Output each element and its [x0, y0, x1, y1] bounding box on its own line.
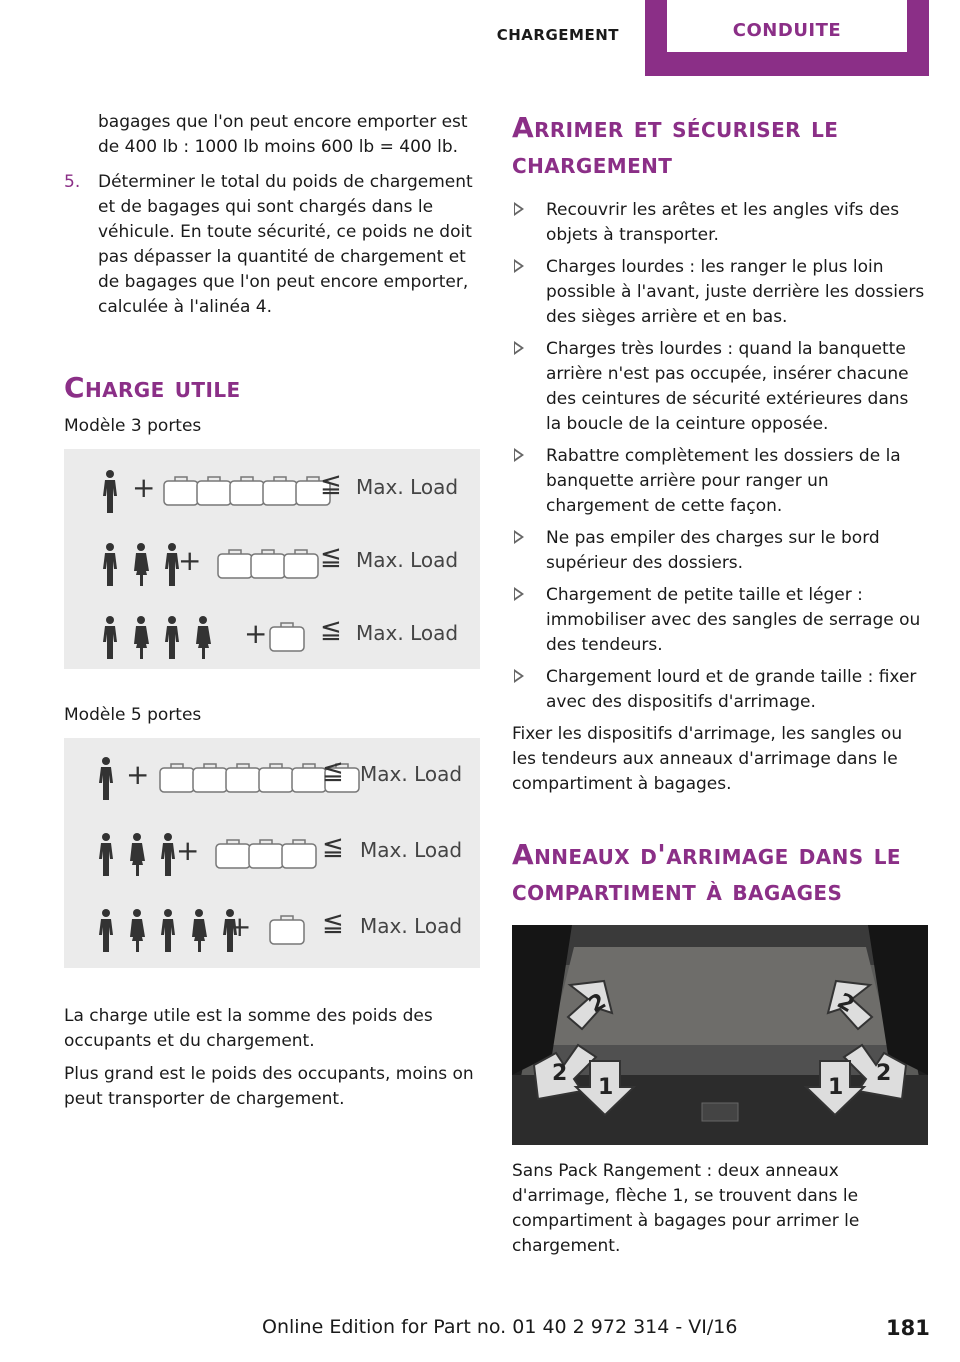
leq-sign: ≦: [320, 615, 342, 645]
max-load-label: Max. Load: [360, 914, 463, 938]
photo-label-2: 2: [552, 1061, 568, 1086]
fig5-row-2: [64, 828, 480, 888]
figure-3-portes: [64, 449, 480, 669]
list-item-text: Rabattre complètement les dossiers de la banquette arrière pour ranger un chargement de cette façon.: [546, 446, 901, 516]
plus-sign: +: [126, 758, 150, 791]
plus-sign: +: [228, 910, 252, 943]
left-column: [64, 110, 480, 1112]
plus-sign: +: [132, 471, 156, 504]
step-5-text: Déterminer le total du poids de chargement et de bagages qui sont chargés dans le véhicule. En toute sécurité, ce poids ne doit pas dépasser la quantité de chargement et de bagages que l'on peut encore emporter, calculée à l'alinéa 4.: [98, 172, 473, 317]
luggage-group: [214, 836, 308, 870]
paragraph-occupants: Plus grand est le poids des occupants, moins on peut transporter de chargement.: [64, 1064, 474, 1109]
fig3-row-3: [64, 611, 480, 671]
person-icon: [193, 615, 213, 659]
luggage-group: [268, 912, 296, 946]
triangle-bullet-icon: [514, 587, 524, 601]
heading-arrimer: Arrimer et sécuriser le chargement: [512, 111, 839, 180]
triangle-bullet-icon: [514, 448, 524, 462]
trunk-illustration: [512, 925, 928, 1145]
triangle-bullet-icon: [514, 669, 524, 683]
heading-anneaux: Anneaux d'arrimage dans le compartiment à bagages: [512, 838, 901, 907]
intro-text: bagages que l'on peut encore emporter est de 400 lb : 1000 lb moins 600 lb = 400 lb.: [98, 112, 468, 157]
person-icon: [100, 542, 120, 586]
photo-label-2: 2: [584, 988, 611, 1019]
paragraph-fixer: Fixer les dispositifs d'arrimage, les sangles ou les tendeurs aux anneaux d'arrimage dans le compartiment à bagages.: [512, 724, 903, 794]
list-item: [512, 526, 928, 576]
max-load-label: Max. Load: [360, 838, 463, 862]
paragraph-sans-pack: Sans Pack Rangement : deux anneaux d'arrimage, flèche 1, se trouvent dans le compartiment à bagages pour arrimer le chargement.: [512, 1161, 860, 1256]
list-item-text: Ne pas empiler des charges sur le bord supérieur des dossiers.: [546, 528, 880, 573]
triangle-bullet-icon: [514, 341, 524, 355]
person-icon: [127, 908, 147, 952]
fig3-row-1: [64, 465, 480, 525]
max-load-label: Max. Load: [360, 762, 463, 786]
photo-label-1: 1: [598, 1075, 614, 1100]
people-group: [100, 469, 126, 513]
person-icon: [162, 615, 182, 659]
photo-label-2: 2: [832, 988, 859, 1019]
fig5-row-3: [64, 904, 480, 964]
max-load-label: Max. Load: [356, 548, 459, 572]
list-item-text: Charges très lourdes : quand la banquette arrière n'est pas occupée, insérer chacune des ceintures de sécurité extérieures dans la boucle de la ceinture opposée.: [546, 339, 909, 434]
person-icon: [158, 908, 178, 952]
luggage-group: [162, 473, 322, 507]
list-item-text: Recouvrir les arêtes et les angles vifs des objets à transporter.: [546, 200, 900, 245]
person-icon: [189, 908, 209, 952]
plus-sign: +: [178, 544, 202, 577]
step-5: [64, 170, 480, 320]
max-load-label: Max. Load: [356, 475, 459, 499]
list-item-text: Chargement lourd et de grande taille : fixer avec des dispositifs d'arrimage.: [546, 667, 917, 712]
fig3-row-2: [64, 538, 480, 598]
leq-sign: ≦: [320, 469, 342, 499]
bullet-list: [512, 198, 928, 715]
list-item: [512, 198, 928, 248]
person-icon: [96, 756, 116, 800]
page-number: 181: [886, 1316, 930, 1340]
header-tab-conduite: [645, 0, 929, 76]
luggage-group: [268, 619, 296, 653]
heading-charge-utile: Charge utile: [64, 371, 241, 404]
paragraph-charge-utile: La charge utile est la somme des poids des occupants et du chargement.: [64, 1006, 433, 1051]
luggage-icon: [268, 912, 306, 946]
person-icon: [96, 908, 116, 952]
leq-sign: ≦: [322, 908, 344, 938]
right-column: [512, 110, 928, 1259]
leq-sign: ≦: [322, 756, 344, 786]
leq-sign: ≦: [320, 542, 342, 572]
luggage-icon: [282, 546, 320, 580]
header-section-left: CHARGEMENT: [496, 26, 619, 44]
model-5-label: Modèle 5 portes: [64, 705, 202, 725]
triangle-bullet-icon: [514, 202, 524, 216]
photo-label-1: 1: [828, 1075, 844, 1100]
model-3-label: Modèle 3 portes: [64, 416, 202, 436]
people-group: [96, 908, 246, 952]
list-item-text: Chargement de petite taille et léger : immobiliser avec des sangles de serrage ou des tendeurs.: [546, 585, 921, 655]
luggage-group: [216, 546, 310, 580]
list-item: [512, 337, 928, 437]
people-group: [100, 542, 188, 586]
plus-sign: +: [176, 834, 200, 867]
fig5-row-1: [64, 752, 480, 812]
figure-5-portes: [64, 738, 480, 968]
person-icon: [127, 832, 147, 876]
trunk-photo: [512, 925, 928, 1145]
person-icon: [131, 542, 151, 586]
luggage-icon: [268, 619, 306, 653]
plus-sign: +: [244, 617, 268, 650]
list-item: [512, 444, 928, 519]
photo-label-2: 2: [876, 1061, 892, 1086]
list-item-text: Charges lourdes : les ranger le plus loin possible à l'avant, juste derrière les dossiers des sièges arrière et en bas.: [546, 257, 925, 327]
list-item: [512, 665, 928, 715]
leq-sign: ≦: [322, 832, 344, 862]
person-icon: [100, 615, 120, 659]
person-icon: [100, 469, 120, 513]
max-load-label: Max. Load: [356, 621, 459, 645]
people-group: [100, 615, 219, 659]
footer-edition: Online Edition for Part no. 01 40 2 972 314 - VI/16: [262, 1316, 738, 1338]
person-icon: [96, 832, 116, 876]
triangle-bullet-icon: [514, 530, 524, 544]
header-section-right: CONDUITE: [667, 0, 907, 52]
list-item: [512, 255, 928, 330]
people-group: [96, 756, 122, 800]
people-group: [96, 832, 184, 876]
header-tab-chargement: [480, 0, 645, 76]
step-5-number: 5.: [64, 172, 81, 192]
list-item: [512, 583, 928, 658]
luggage-icon: [280, 836, 318, 870]
person-icon: [131, 615, 151, 659]
triangle-bullet-icon: [514, 259, 524, 273]
